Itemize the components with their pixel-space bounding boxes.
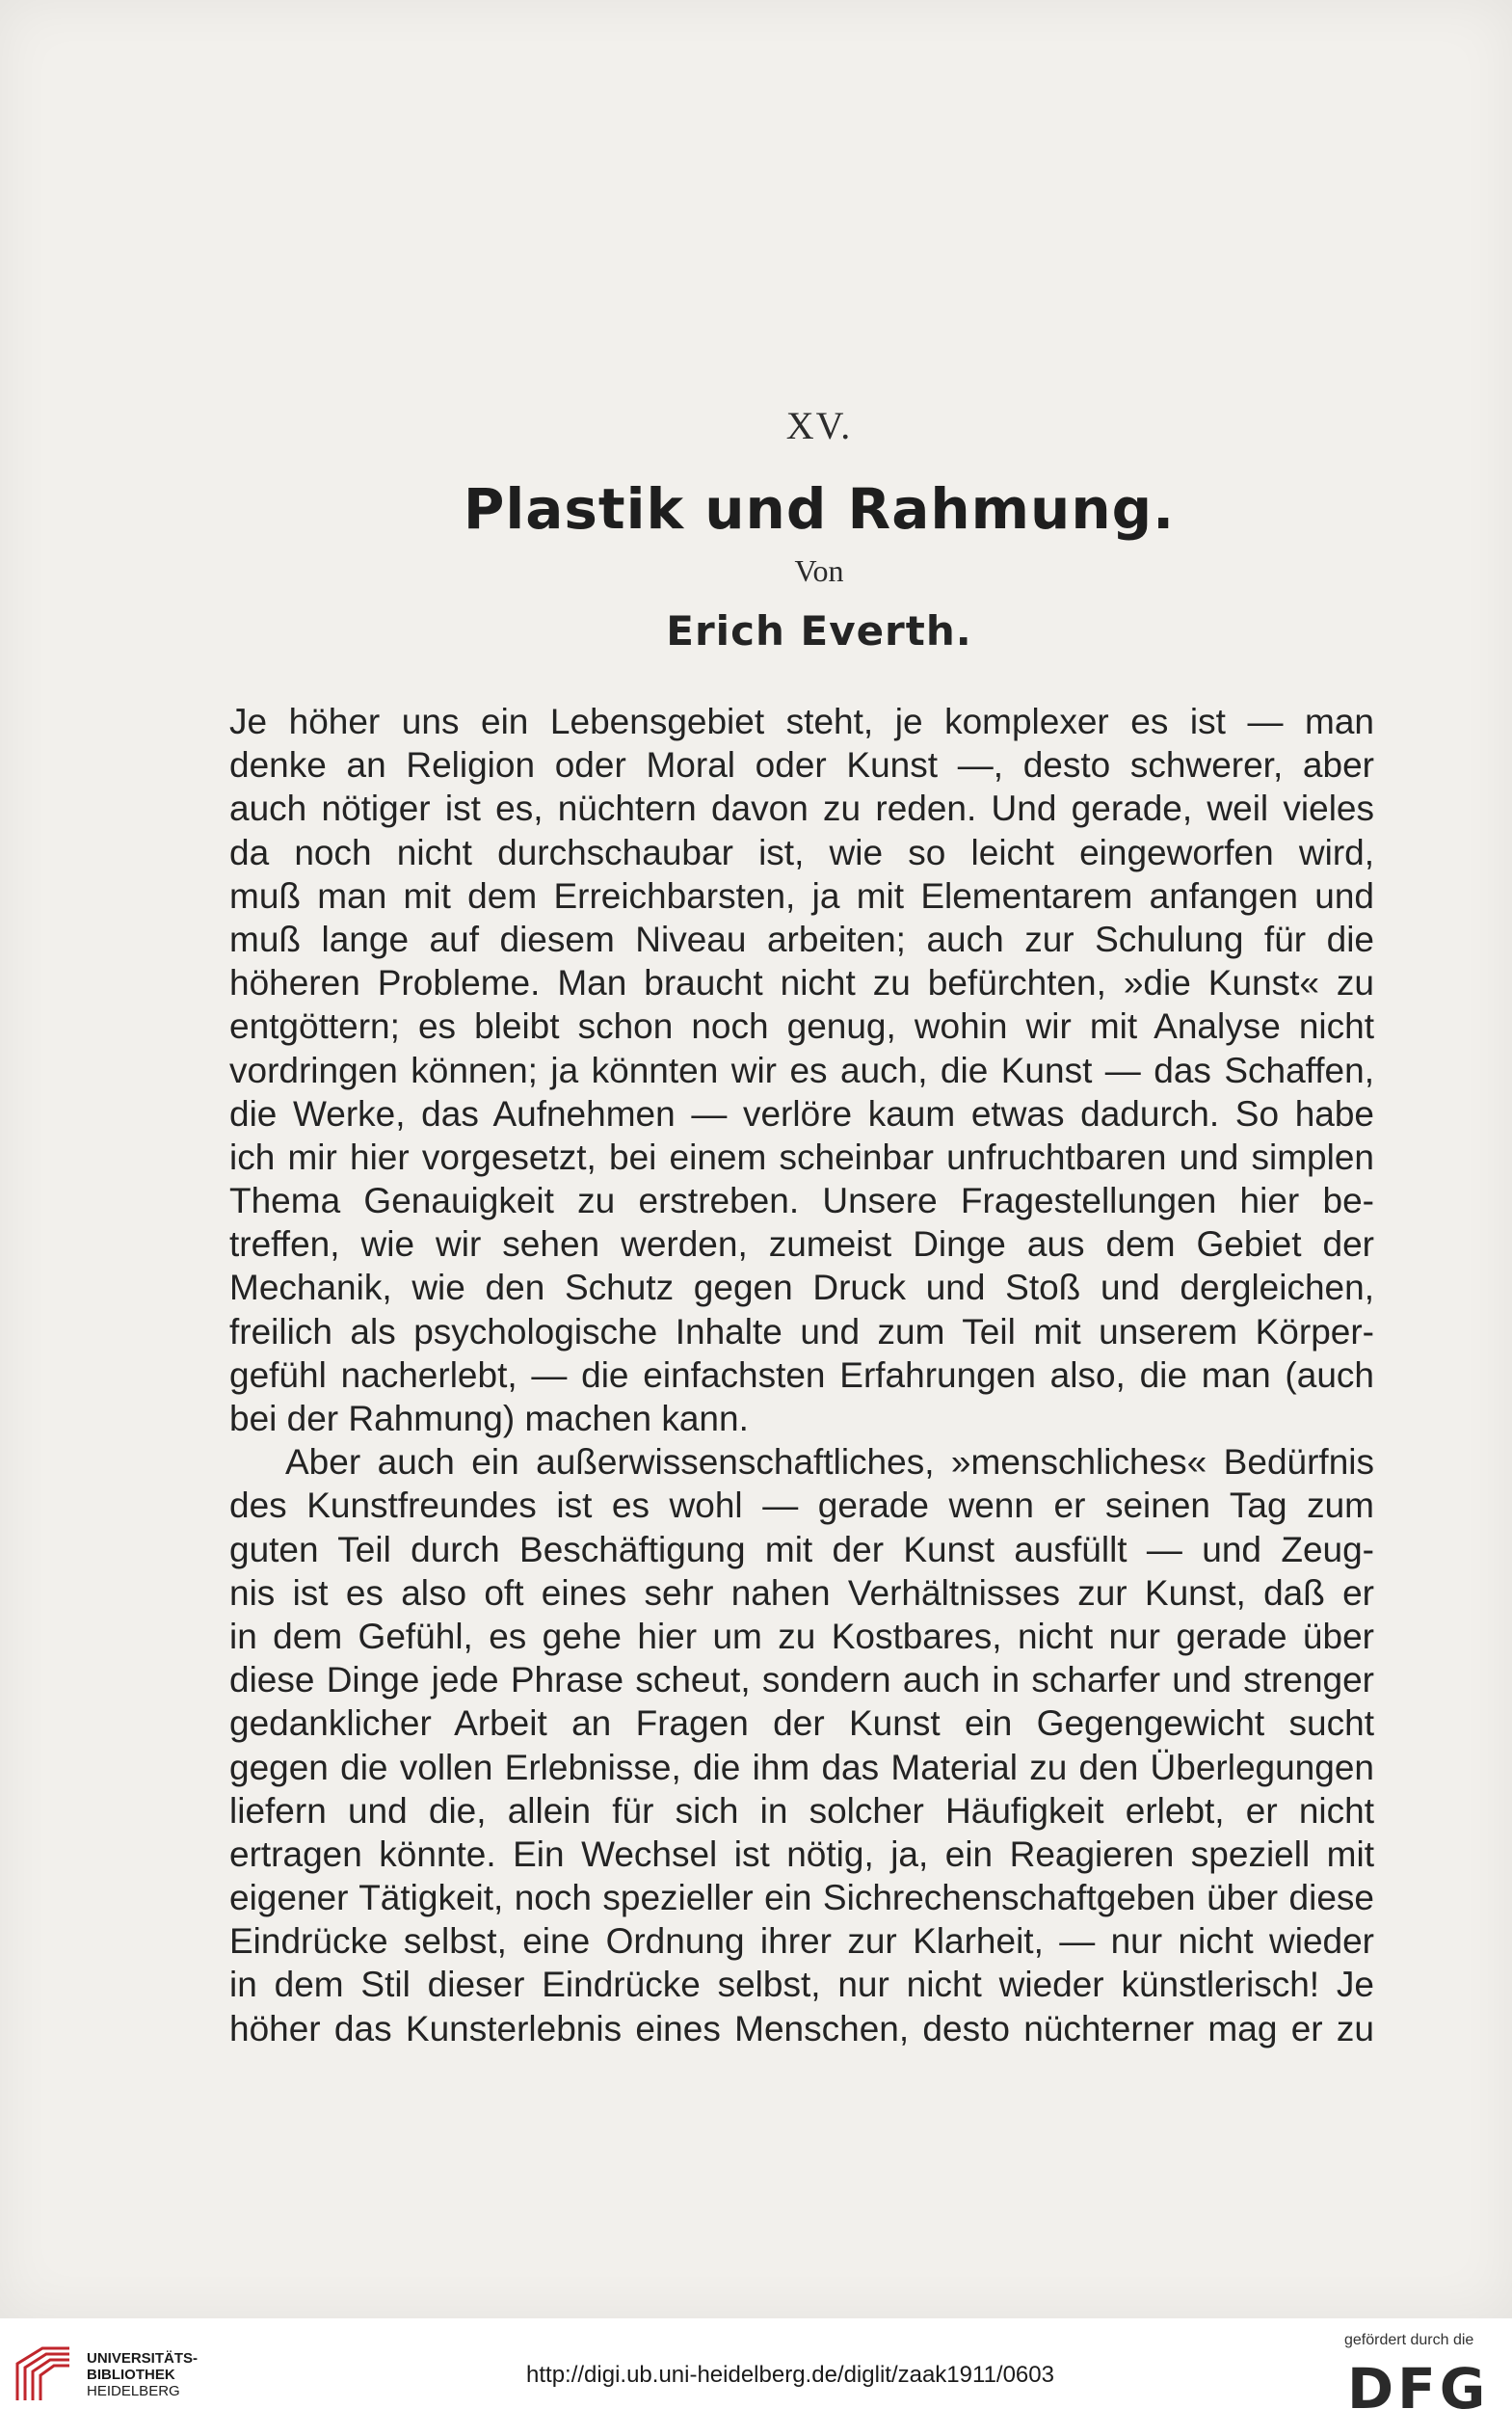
text-line: freilich als psychologische Inhalte und zum Teil mit unserem Körper- [229,1311,1374,1352]
text-line: Je höher uns ein Lebensgebiet steht, je komplexer es ist — man [229,702,1374,741]
text-line: in dem Gefühl, es gehe hier um zu Kostbares, nicht nur gerade über [229,1616,1374,1656]
text-line: nis ist es also oft eines sehr nahen Verhältnisses zur Kunst, daß er [229,1572,1374,1613]
text-line: des Kunstfreundes ist es wohl — gerade wenn er seinen Tag zum [229,1486,1374,1526]
text-line: liefern und die, allein für sich in solcher Häufigkeit erlebt, er nicht [229,1790,1374,1831]
text-line: ertragen könnte. Ein Wechsel ist nötig, ja, ein Reagieren speziell mit [229,1834,1374,1874]
article-title: Plastik und Rahmung. [463,476,1176,542]
text-line: Mechanik, wie den Schutz gegen Druck und Stoß und dergleichen, [229,1268,1374,1308]
text-line: muß man mit dem Erreichbarsten, ja mit Elementarem anfangen und [229,875,1374,916]
text-line: vordringen können; ja könnten wir es auch, die Kunst — das Schaffen, [229,1050,1374,1090]
text-line: in dem Stil dieser Eindrücke selbst, nur nicht wieder künstlerisch! Je [229,1965,1374,2005]
body-text [229,700,1374,2050]
library-name-line: BIBLIOTHEK [87,2367,175,2383]
text-line: gefühl nacherlebt, — die einfachsten Erfahrungen also, die man (auch [229,1354,1374,1395]
text-line: eigener Tätigkeit, noch spezieller ein Sichrechenschaftgeben über diese [229,1878,1374,1918]
byline-von: Von [794,553,844,588]
text-line: höheren Probleme. Man braucht nicht zu befürchten, »die Kunst« zu [229,963,1374,1004]
text-line: Thema Genauigkeit zu erstreben. Unsere Fragestellungen hier be- [229,1181,1374,1221]
dfg-logo: DFG [1347,2356,1490,2422]
text-line: guten Teil durch Beschäftigung mit der Kunst ausfüllt — und Zeug- [229,1529,1374,1569]
library-name-line: UNIVERSITÄTS- [87,2350,199,2367]
text-line: entgöttern; es bleibt schon noch genug, wohin wir mit Analyse nicht [229,1006,1374,1047]
author-name: Erich Everth. [666,607,972,655]
text-line: die Werke, das Aufnehmen — verlöre kaum etwas dadurch. So habe [229,1093,1374,1134]
university-library-name [87,2350,198,2399]
text-line: da noch nicht durchschaubar ist, wie so leicht eingeworfen wird, [229,832,1374,872]
text-line: auch nötiger ist es, nüchtern davon zu reden. Und gerade, weil vieles [229,789,1374,829]
text-line: bei der Rahmung) machen kann. [229,1399,749,1438]
text-line: treffen, wie wir sehen werden, zumeist Dinge aus dem Gebiet der [229,1224,1374,1265]
text-line: Eindrücke selbst, eine Ordnung ihrer zur Klarheit, — nur nicht wieder [229,1921,1374,1962]
text-line: höher das Kunsterlebnis eines Menschen, desto nüchterner mag er zu [229,2008,1374,2048]
university-library-logo-icon [13,2344,73,2404]
text-line: diese Dinge jede Phrase scheut, sondern auch in scharfer und strenger [229,1660,1374,1700]
text-line: gegen die vollen Erlebnisse, die ihm das Material zu den Überlegungen [229,1747,1374,1787]
text-line: muß lange auf diesem Niveau arbeiten; auch zur Schulung für die [229,919,1374,959]
library-name-line: HEIDELBERG [87,2383,180,2399]
text-line: ich mir hier vorgesetzt, bei einem scheinbar unfruchtbaren und simplen [229,1137,1374,1177]
chapter-number: XV. [785,404,853,447]
text-line: denke an Religion oder Moral oder Kunst —, desto schwerer, aber [229,745,1374,786]
text-line: Aber auch ein außerwissenschaftliches, »menschliches« Bedürfnis [285,1442,1374,1483]
digital-copy-url-link[interactable]: http://digi.ub.uni-heidelberg.de/diglit/zaak1911/0603 [526,2362,1054,2388]
funding-caption: gefördert durch die [1344,2332,1474,2348]
text-line: gedanklicher Arbeit an Fragen der Kunst ein Gegengewicht sucht [229,1703,1374,1744]
